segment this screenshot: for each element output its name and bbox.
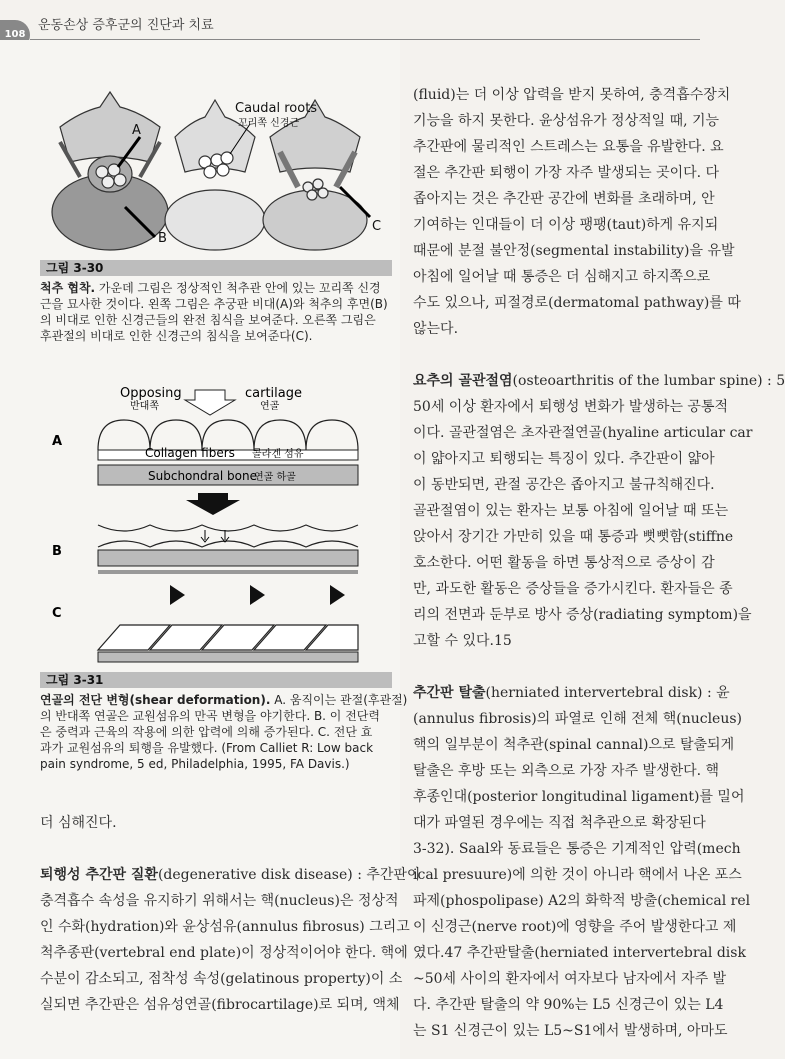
body-line: 절은 추간판 퇴행이 가장 자주 발생되는 곳이다. 다 <box>413 165 720 181</box>
caption-line <box>40 312 386 328</box>
vertebra-left <box>52 92 168 250</box>
osteoarthritis-lead-rest: (osteoarthritis of the lumbar spine) : 5 <box>512 373 785 389</box>
body-line: 않는다. <box>413 321 459 337</box>
subchondral-label: Subchondral bone <box>148 469 257 483</box>
herniated-disk-heading <box>413 680 730 706</box>
row-a-label: A <box>52 434 63 449</box>
body-line: 이 동반되면, 관절 공간은 좁아지고 불규칙해진다. <box>413 477 715 493</box>
body-line: 추간판에 물리적인 스트레스는 요통을 유발한다. 요 <box>413 139 724 155</box>
caudal-roots-label: Caudal roots <box>235 101 318 116</box>
fig1-label-c: C <box>372 219 382 234</box>
body-line-text: 충격흡수 속성을 유지하기 위해서는 핵(nucleus)은 정상적 <box>40 893 399 909</box>
opposing-label: Opposing <box>120 386 182 401</box>
caption-line <box>40 708 386 724</box>
body-line: 기여하는 인대들이 더 이상 팽팽(taut)하게 유지되 <box>413 217 719 233</box>
herniated-lead: 추간판 탈출 <box>413 685 486 701</box>
osteoarthritis-heading <box>413 368 785 394</box>
body-line: 앉아서 장기간 가만히 있을 때 통증과 뻣뻣함(stiffne <box>413 529 734 545</box>
figure-3-31-caption <box>40 692 408 772</box>
body-line: 골관절염이 있는 환자는 보통 아침에 일어날 때 또는 <box>413 503 729 519</box>
caption-line <box>40 740 386 756</box>
row-b-label: B <box>52 544 62 559</box>
body-line: 수도 있으나, 피절경로(dermatomal pathway)를 따 <box>413 295 741 311</box>
cartilage-label: cartilage <box>245 386 302 401</box>
body-line <box>40 862 421 888</box>
caption-line <box>40 756 386 772</box>
body-line <box>40 888 399 914</box>
body-line-bold: 퇴행성 추간판 질환 <box>40 867 158 883</box>
degenerative-disk-paragraph <box>40 862 421 1018</box>
body-line: 는 S1 신경근이 있는 L5~S1에서 발생하며, 아마도 <box>413 1023 728 1039</box>
subchondral-label-ko: 연골 하골 <box>254 472 296 483</box>
body-line: 이 신경근(nerve root)에 영향을 주어 발생한다고 제 <box>413 919 737 935</box>
figure-3-30-illustration <box>40 92 385 252</box>
page-number: 108 <box>0 20 30 50</box>
body-line: (annulus fibrosis)의 파열로 인해 전체 핵(nucleus) <box>413 711 742 727</box>
caption-line-text: 근을 묘사한 것이다. 왼쪽 그림은 추궁판 비대(A)와 척추의 후면(B) <box>40 297 388 311</box>
right-body <box>413 82 785 1044</box>
caption-line <box>40 328 386 344</box>
collagen-label: Collagen fibers <box>145 446 235 460</box>
caption-line <box>40 280 386 296</box>
caption-line-text: 후관절의 비대로 인한 신경근의 침식을 보여준다(C). <box>40 329 313 343</box>
body-line: 기능을 하지 못한다. 윤상섬유가 정상적일 때, 기능 <box>413 113 720 129</box>
caption-line-text: 가운데 그림은 정상적인 척추관 안에 있는 꼬리쪽 신경 <box>95 281 381 295</box>
body-line: 리의 전면과 둔부로 방사 증상(radiating symptom)을 <box>413 607 752 623</box>
body-line: 이 얇아지고 퇴행되는 특징이 있다. 추간판이 얇아 <box>413 451 715 467</box>
cartilage-label-ko: 연골 <box>260 401 280 412</box>
caption-line-text: 과가 교원섬유의 퇴행을 유발했다. (From Calliet R: Low back <box>40 741 374 755</box>
caption-line-text: 은 중력과 근육의 작용에 의한 압력에 의해 증가된다. C. 전단 효 <box>40 725 373 739</box>
right-paragraph-3 <box>413 706 751 1044</box>
body-line <box>40 914 410 940</box>
collagen-label-ko: 콜라겐 섬유 <box>252 449 304 460</box>
body-line: 고할 수 있다.15 <box>413 633 512 649</box>
body-line: 때문에 분절 불안정(segmental instability)을 유발 <box>413 243 735 259</box>
chapter-title: 운동손상 증후군의 진단과 치료 <box>38 18 214 33</box>
row-c-label: C <box>52 606 62 621</box>
figure-3-31-label: 그림 3-31 <box>40 672 392 688</box>
body-line <box>40 992 400 1018</box>
body-line: 이다. 골관절염은 초자관절연골(hyaline articular car <box>413 425 753 441</box>
caption-line <box>40 296 386 312</box>
figure-3-31-illustration <box>40 385 385 620</box>
body-line: ical presuure)에 의한 것이 아니라 핵에서 나온 포스 <box>413 867 742 883</box>
caption-line-text: A. 움직이는 관절(후관절) <box>270 693 408 707</box>
fig1-label-a: A <box>132 123 141 138</box>
body-line: 였다.47 추간판탈출(herniated intervertebral disk <box>413 945 746 961</box>
continuation-text: 더 심해진다. <box>40 815 117 831</box>
caption-line <box>40 692 408 708</box>
fig1-label-b: B <box>158 231 167 246</box>
right-paragraph-1 <box>413 82 741 342</box>
body-line: 만, 과도한 활동은 증상들을 증가시킨다. 환자들은 종 <box>413 581 733 597</box>
figure-3-31-row-c <box>40 620 385 665</box>
body-line: 핵의 일부분이 척추관(spinal cannal)으로 탈출되게 <box>413 737 735 753</box>
caption-line-text: 의 비대로 인한 신경근들의 완전 침식을 보여준다. 오른쪽 그림은 <box>40 313 376 327</box>
body-line: 아침에 일어날 때 통증은 더 심해지고 하지쪽으로 <box>413 269 711 285</box>
caption-line <box>40 724 386 740</box>
body-line-text: 인 수화(hydration)와 윤상섬유(annulus fibrosus) 그리고 <box>40 919 410 935</box>
caption-line-bold: 연골의 전단 변형(shear deformation). <box>40 693 271 707</box>
body-line: (fluid)는 더 이상 압력을 받지 못하여, 충격흡수장치 <box>413 87 731 103</box>
left-body <box>40 810 421 1018</box>
body-line: 대가 파열된 경우에는 직접 척추관으로 확장된다 <box>413 815 706 831</box>
caption-line-text: 의 반대쪽 연골은 교원섬유의 만곡 변형을 야기한다. B. 이 전단력 <box>40 709 380 723</box>
body-line: 3-32). Saal와 동료들은 통증은 기계적인 압력(mech <box>413 841 741 857</box>
body-line: 다. 추간판 탈출의 약 90%는 L5 신경근이 있는 L4 <box>413 997 724 1013</box>
body-line: 좁아지는 것은 추간판 공간에 변화를 초래하며, 안 <box>413 191 715 207</box>
body-line-text: 수분이 감소되고, 점착성 속성(gelatinous property)이 소 <box>40 971 403 987</box>
right-paragraph-2 <box>413 394 753 654</box>
body-line: ~50세 사이의 환자에서 여자보다 남자에서 자주 발 <box>413 971 727 987</box>
caudal-roots-label-ko: 꼬리쪽 신경근 <box>238 118 300 129</box>
body-line: 후종인대(posterior longitudinal ligament)를 밀어 <box>413 789 745 805</box>
opposing-label-ko: 반대쪽 <box>130 401 159 412</box>
caption-line-text: pain syndrome, 5 ed, Philadelphia, 1995, FA Davis.) <box>40 757 350 771</box>
body-line: 파제(phospolipase) A2의 화학적 방출(chemical rel <box>413 893 751 909</box>
body-line-text: (degenerative disk disease) : 추간판이 <box>157 867 421 883</box>
herniated-lead-rest: (herniated intervertebral disk) : 윤 <box>485 685 730 701</box>
body-line <box>40 940 408 966</box>
caption-line-bold: 척추 협착. <box>40 281 96 295</box>
body-line: 50세 이상 환자에서 퇴행성 변화가 발생하는 공통적 <box>413 399 728 415</box>
body-line: 탈출은 후방 또는 외측으로 가장 자주 발생한다. 핵 <box>413 763 720 779</box>
body-line-text: 실되면 추간판은 섬유성연골(fibrocartilage)로 되며, 액체 <box>40 997 400 1013</box>
figure-3-30-label: 그림 3-30 <box>40 260 392 276</box>
body-line: 호소한다. 어떤 활동을 하면 통상적으로 증상이 감 <box>413 555 715 571</box>
osteoarthritis-lead: 요추의 골관절염 <box>413 373 513 389</box>
figure-3-30-caption <box>40 280 386 344</box>
body-line-text: 척추종판(vertebral end plate)이 정상적이어야 한다. 핵에 <box>40 945 408 961</box>
body-line <box>40 966 403 992</box>
